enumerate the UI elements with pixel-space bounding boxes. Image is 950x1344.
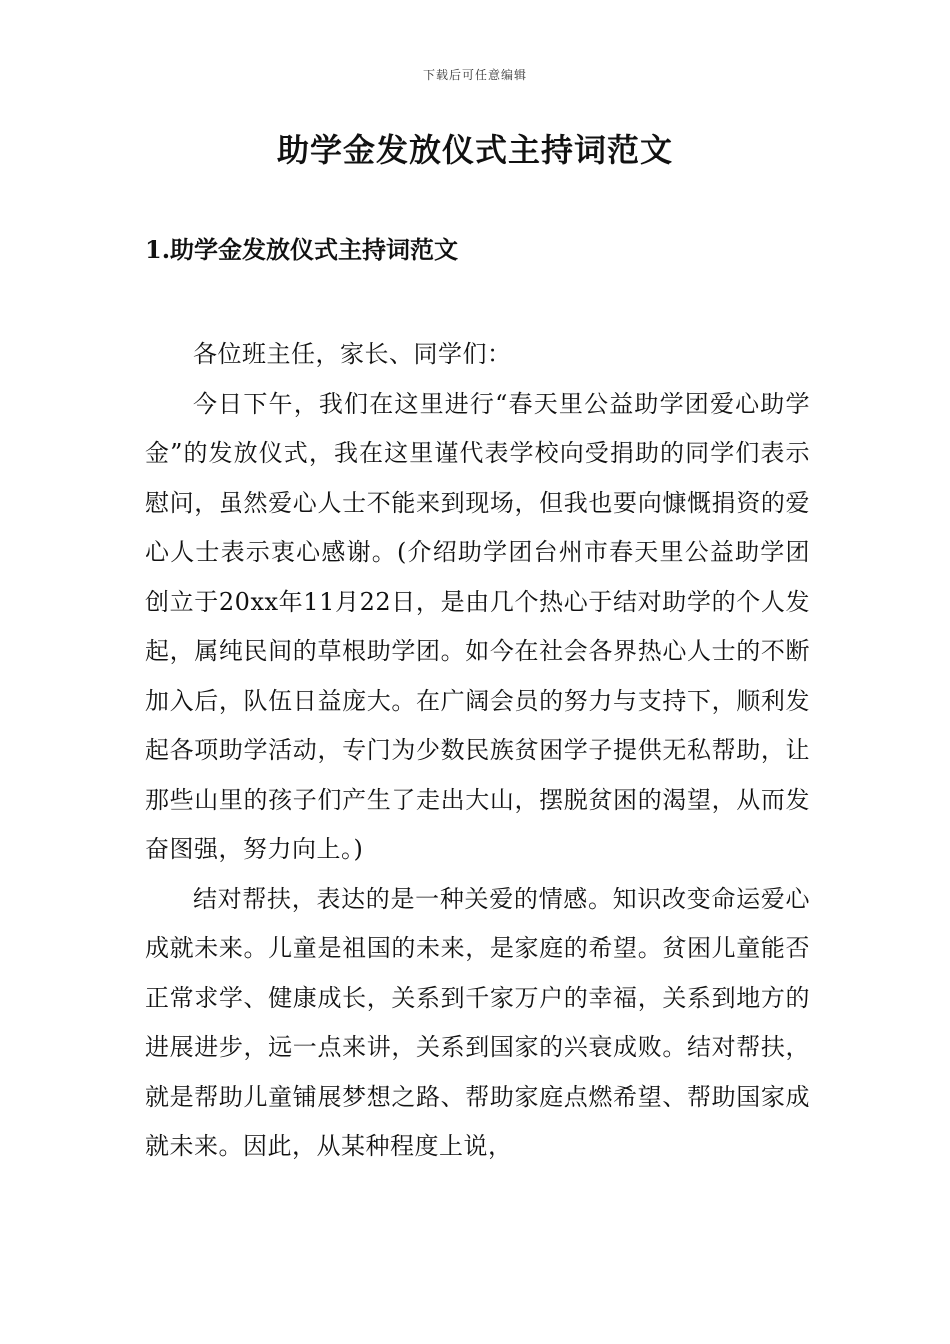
section-heading: 1.助学金发放仪式主持词范文 xyxy=(145,235,459,264)
document-body xyxy=(145,330,810,1172)
header-note: 下载后可任意编辑 xyxy=(422,68,527,82)
paragraph-intro: 今日下午，我们在这里进行“春天里公益助学团爱心助学金”的发放仪式，我在这里谨代表学校向受捐助的同学们表示慰问，虽然爱心人士不能来到现场，但我也要向慷慨捐资的爱心人士表示衷心感谢。(介绍助学团台州市春天里公益助学团创立于20xx年11月22日，是由几个热心于结对助学的个人发起，属纯民间的草根助学团。如今在社会各界热心人士的不断加入后，队伍日益庞大。在广阔会员的努力与支持下，顺利发起各项助学活动，专门为少数民族贫困学子提供无私帮助，让那些山里的孩子们产生了走出大山，摆脱贫困的渴望，从而发奋图强，努力向上。) xyxy=(145,389,810,863)
paragraph-salutation: 各位班主任，家长、同学们： xyxy=(193,340,512,368)
document-title: 助学金发放仪式主持词范文 xyxy=(276,131,673,169)
paragraph-partnership: 结对帮扶，表达的是一种关爱的情感。知识改变命运爱心成就未来。儿童是祖国的未来，是家庭的希望。贫困儿童能否正常求学、健康成长，关系到千家万户的幸福，关系到地方的进展进步，远一点来讲，关系到国家的兴衰成败。结对帮扶，就是帮助儿童铺展梦想之路、帮助家庭点燃希望、帮助国家成就未来。因此，从某种程度上说， xyxy=(145,884,810,1160)
